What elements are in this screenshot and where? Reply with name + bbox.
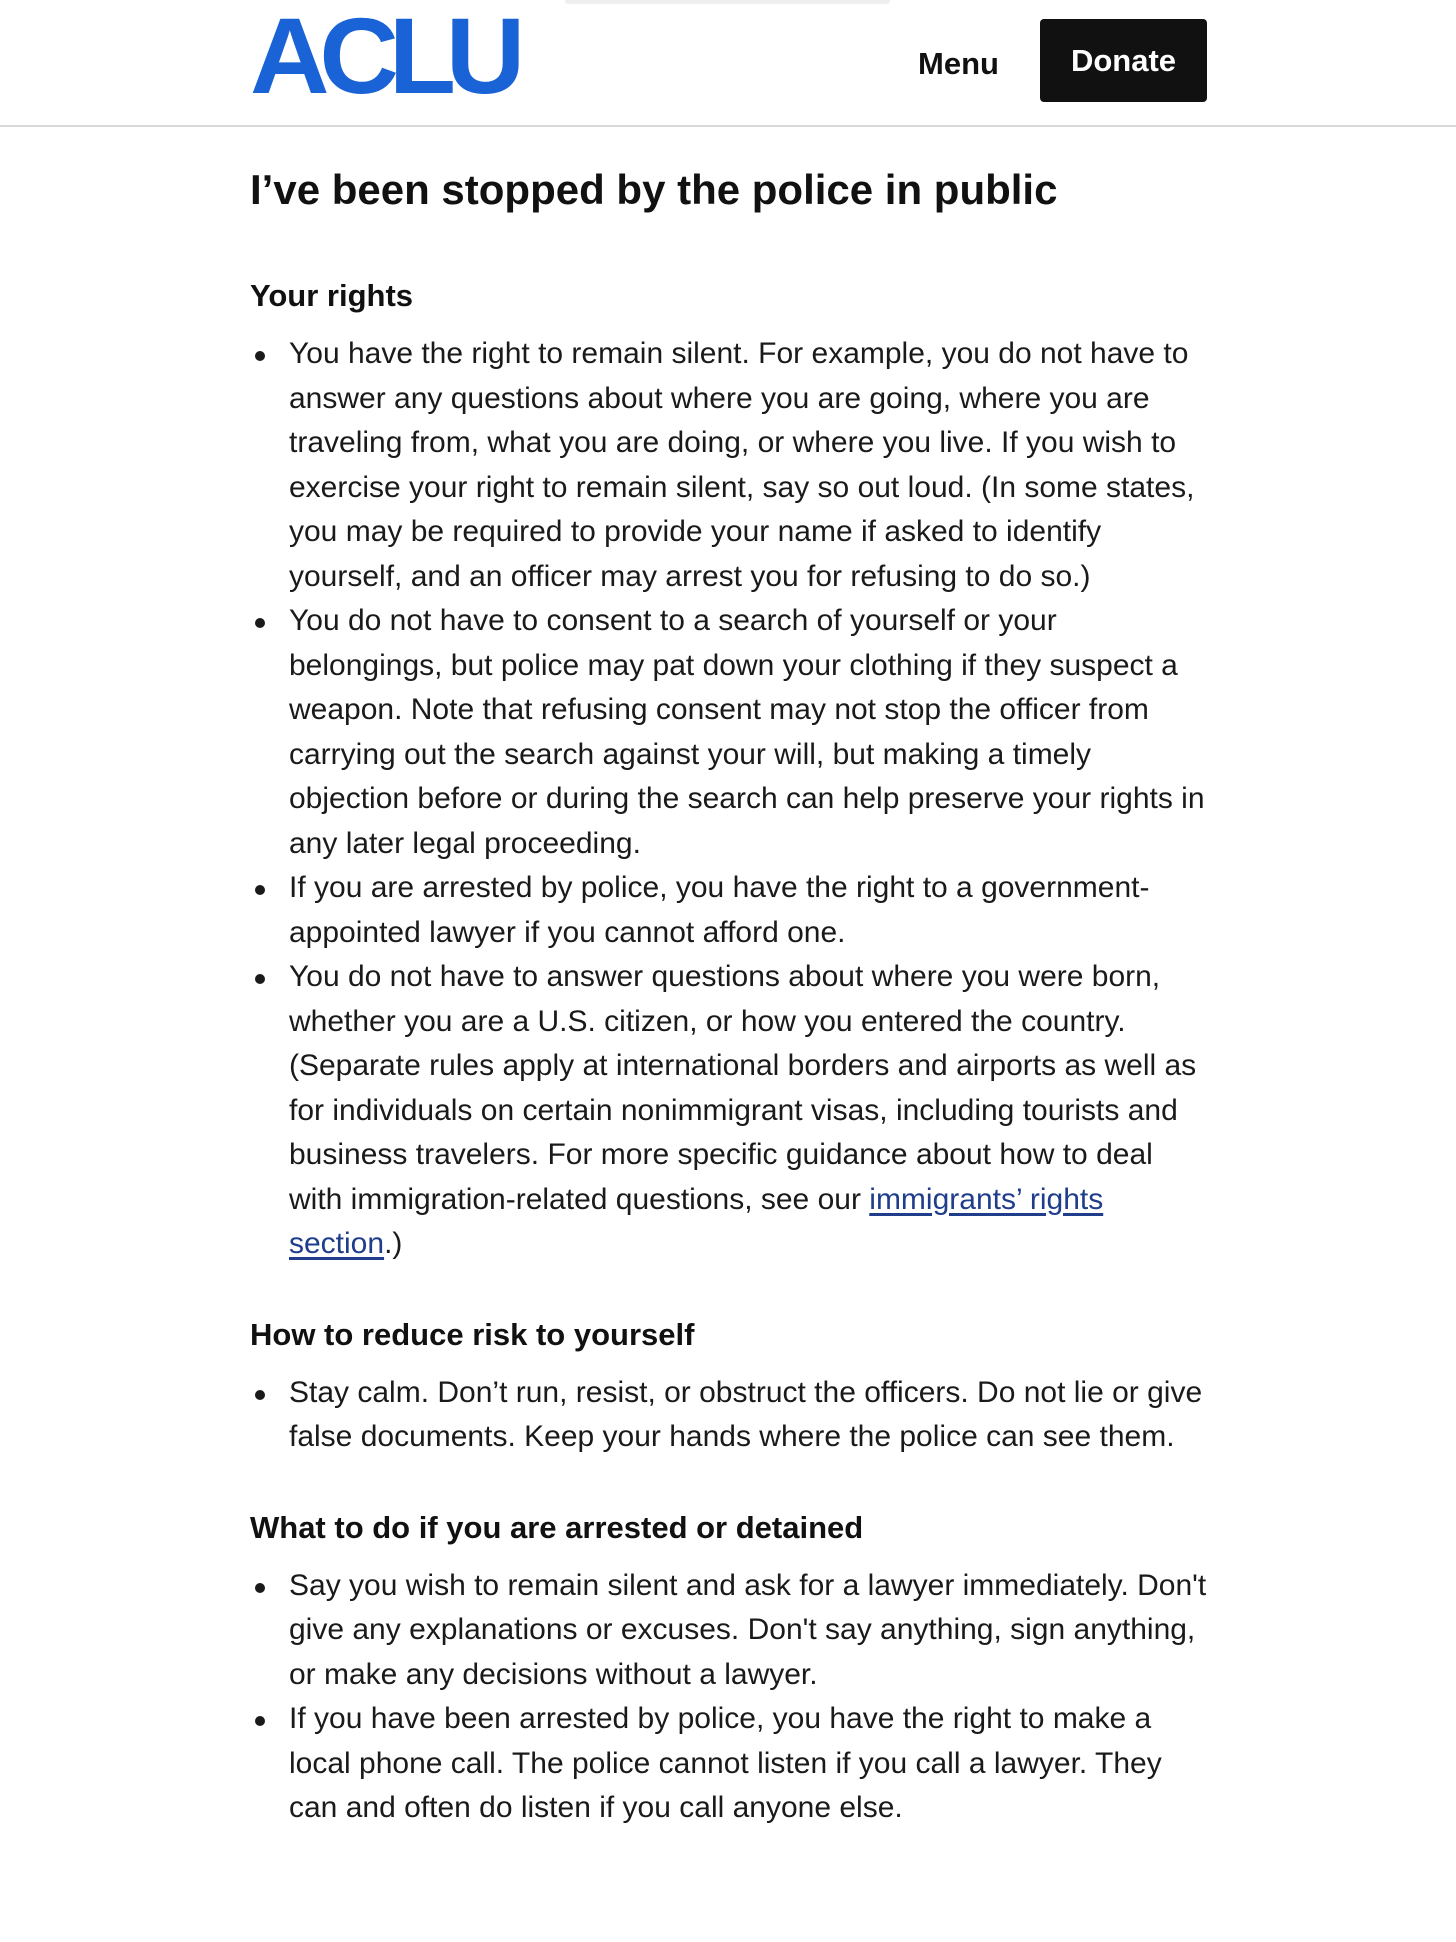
arrested-list <box>250 1564 1212 1831</box>
list-item: You do not have to consent to a search of yourself or your belongings, but police may pat down your clothing if they suspect a weapon. Note that refusing consent may not stop the officer from carrying out the search against your will, but making a timely objection before or during the search can help preserve your rights in any later legal proceeding. <box>250 599 1212 866</box>
section-heading: How to reduce risk to yourself <box>250 1316 695 1352</box>
article-content <box>250 160 1212 1877</box>
donate-button[interactable]: Donate <box>1040 19 1207 102</box>
aclu-logo[interactable]: ACLU <box>250 0 516 116</box>
scroll-indicator <box>565 0 890 4</box>
list-item <box>250 955 1212 1267</box>
list-item-suffix: .) <box>384 1227 403 1260</box>
reduce-risk-list <box>250 1371 1212 1460</box>
list-item: If you are arrested by police, you have the right to a government-appointed lawyer if you cannot afford one. <box>250 866 1212 955</box>
section-your-rights <box>250 274 1212 1267</box>
immigrants-rights-link[interactable]: immigrants’ rights section <box>289 1182 1104 1260</box>
list-item-text: You do not have to answer questions about where you were born, whether you are a U.S. citizen, or how you entered the country. (Separate rules apply at international borders and airports as well as for individuals on certain nonimmigrant visas, including tourists and business travelers. For more specific guidance about how to deal with immigration-related questions, see our <box>289 960 1197 1216</box>
site-header <box>0 0 1456 127</box>
rights-list <box>250 332 1212 1267</box>
section-heading: What to do if you are arrested or detained <box>250 1509 864 1545</box>
list-item: Say you wish to remain silent and ask for a lawyer immediately. Don't give any explanations or excuses. Don't say anything, sign anything, or make any decisions without a lawyer. <box>250 1564 1212 1698</box>
section-reduce-risk <box>250 1313 1212 1460</box>
section-heading: Your rights <box>250 278 414 313</box>
list-item: If you have been arrested by police, you have the right to make a local phone call. The police cannot listen if you call a lawyer. They can and often do listen if you call anyone else. <box>250 1697 1212 1831</box>
list-item: Stay calm. Don’t run, resist, or obstruct the officers. Do not lie or give false documents. Keep your hands where the police can see them. <box>250 1371 1212 1460</box>
section-arrested <box>250 1506 1212 1831</box>
list-item: You have the right to remain silent. For example, you do not have to answer any questions about where you are going, where you are traveling from, what you are doing, or where you live. If you wish to exercise your right to remain silent, say so out loud. (In some states, you may be required to provide your name if asked to identify yourself, and an officer may arrest you for refusing to do so.) <box>250 332 1212 599</box>
page-title: I’ve been stopped by the police in public <box>250 166 1058 213</box>
menu-button[interactable]: Menu <box>918 46 999 81</box>
